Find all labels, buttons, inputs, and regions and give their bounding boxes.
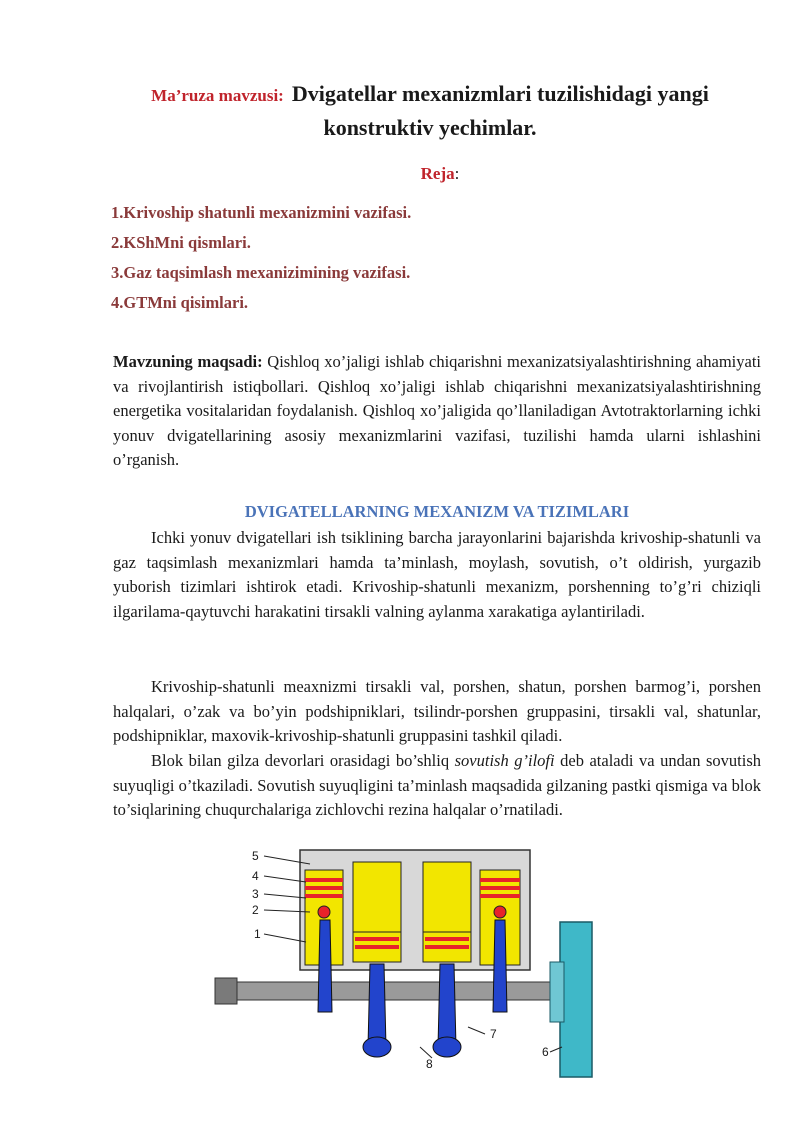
callout-8: 8 xyxy=(426,1057,433,1071)
term-cooling-jacket: sovutish g’ilofi xyxy=(454,751,555,770)
goal-text: Qishloq xo’jaligi ishlab chiqarishni mexanizatsiyalashtirishning ahamiyati va rivojlantirish istiqbollari. Qishloq xo’jaligi ishlab chiqarishni mexanizatsiyalashtirishning energetika vositalaridan foydalanish. Qishloq xo’jaligida qo’llaniladigan Avtotraktorlarning ichki yonuv dvigatellarining asosiy mexanizmlarini vazifasi, tuzilishi hamda ularni ishlashini o’rganish. xyxy=(113,352,762,469)
lecture-topic-label: Ma’ruza mavzusi: xyxy=(151,86,284,105)
section-heading: DVIGATELLARNING MEXANIZM VA TIZIMLARI xyxy=(244,502,630,521)
cylinder-2 xyxy=(353,862,401,962)
callout-3: 3 xyxy=(252,887,259,901)
paragraph-mechanisms: Ichki yonuv dvigatellari ish tsiklining barcha jarayonlarini bajarishda krivoship-shatunli va gaz taqsimlash mexanizmlari hamda ta’minlash, moylash, sovutish, o’t oldirish, yurgazib yuborish tizimlari ishtirok etadi. Krivoship-shatunli mexanizm, porshenning to’g’ri chiziqli ilgarilama-qaytuvchi harakatini tirsakli valning aylanma xarakatiga aylantiriladi. xyxy=(113,528,761,621)
paragraph-cooling-jacket: Blok bilan gilza devorlari orasidagi bo’shliq sovutish g’ilofi deb ataladi va undan sovutish suyuqligi o’tkaziladi. Sovutish suyuqligini ta’minlash maqsadida gilzaning pastki qismiga va blok to’siqlarining chuqurchalariga zichlovchi rezina halqalar o’rnatiladi. xyxy=(113,751,761,819)
flywheel xyxy=(560,922,592,1077)
plan-heading-colon: : xyxy=(454,164,460,183)
plan-item: 4.GTMni qisimlari. xyxy=(111,293,249,312)
callout-2: 2 xyxy=(252,903,259,917)
callout-4: 4 xyxy=(252,869,259,883)
goal-label: Mavzuning maqsadi: xyxy=(113,352,263,371)
plan-heading xyxy=(0,164,800,184)
callout-1: 1 xyxy=(254,927,261,941)
plan-heading-text: Reja xyxy=(420,164,455,183)
lecture-title-line2: konstruktiv yechimlar. xyxy=(323,115,537,140)
goal-paragraph xyxy=(113,350,761,473)
plan-item: 1.Krivoship shatunli mexanizmini vazifasi. xyxy=(111,203,412,222)
callout-7: 7 xyxy=(490,1027,497,1041)
lecture-title-block xyxy=(110,78,750,144)
cylinder-3 xyxy=(423,862,471,962)
callout-5: 5 xyxy=(252,849,259,863)
plan-item: 2.KShMni qismlari. xyxy=(111,233,251,252)
callout-6: 6 xyxy=(542,1045,549,1059)
lecture-title-line1: Dvigatellar mexanizmlari tuzilishidagi yangi xyxy=(291,81,709,106)
plan-list xyxy=(111,198,411,318)
plan-item: 3.Gaz taqsimlash mexanizimining vazifasi. xyxy=(111,263,411,282)
paragraph-crank-parts: Krivoship-shatunli meaxnizmi tirsakli val, porshen, shatun, porshen barmog’i, porshen halqalari, o’zak va bo’yin podshipniklari, tsilindr-porshen gruppasini, tirsakli val, shatunlar, podshipniklar, maxovik-krivoship-shatunli gruppasini tashkil qiladi. xyxy=(113,677,761,745)
crank-mechanism-figure xyxy=(210,842,610,1087)
